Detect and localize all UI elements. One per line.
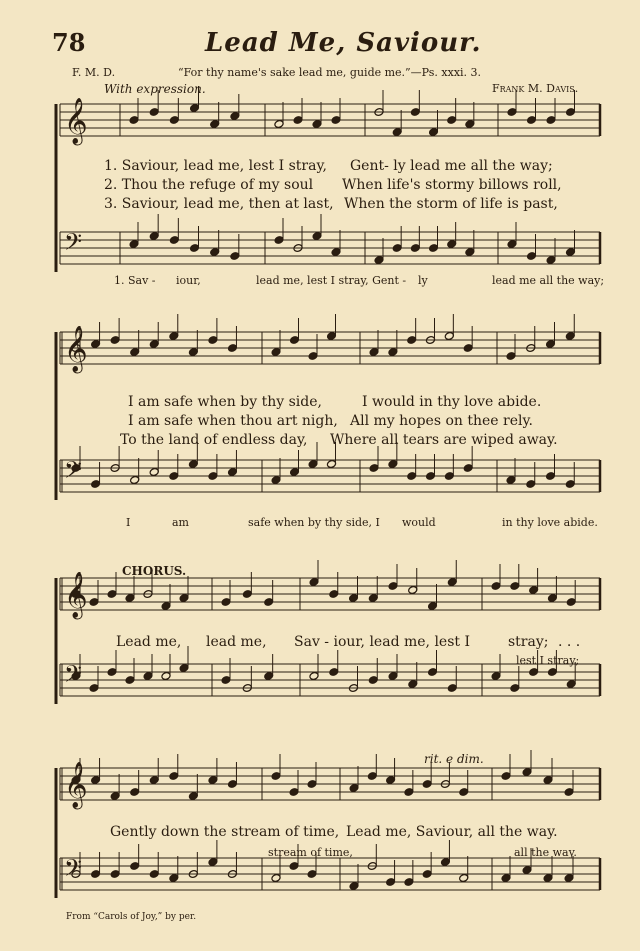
bass-lyric: lead me, lest I stray, Gent - xyxy=(256,274,407,287)
bass-lyric: ly xyxy=(418,274,428,287)
svg-text:𝄢: 𝄢 xyxy=(64,228,83,261)
verse-2-line-d: All my hopes on thee rely. xyxy=(350,413,533,429)
verse-2-line-c: I am safe when thou art nigh, xyxy=(128,413,338,429)
bass-lyric: in thy love abide. xyxy=(502,516,598,529)
chorus-lyric: Sav - iour, lead me, lest I xyxy=(294,634,470,650)
bass-lyric: safe when by thy side, I xyxy=(248,516,380,529)
verse-2-line-a: 2. Thou the refuge of my soul xyxy=(104,177,314,193)
verse-3-line-b: When the storm of life is past, xyxy=(344,196,558,212)
svg-text:𝄢: 𝄢 xyxy=(64,854,83,887)
svg-text:𝄞: 𝄞 xyxy=(64,762,88,808)
chorus-label: CHORUS. xyxy=(122,564,187,578)
svg-text:𝄞: 𝄞 xyxy=(64,326,88,372)
verse-3-line-d: Where all tears are wiped away. xyxy=(330,432,558,448)
chorus-lyric: . . . xyxy=(558,634,581,650)
bass-lyric: iour, xyxy=(176,274,201,287)
source-credit: From “Carols of Joy,” by per. xyxy=(66,912,197,922)
verse-1-line-d: I would in thy love abide. xyxy=(362,394,542,410)
chorus-lyric: Lead me, Saviour, all the way. xyxy=(346,824,558,840)
bass-lyric: am xyxy=(172,516,189,529)
lyricist-initials: F. M. D. xyxy=(72,66,116,79)
verse-1-line-b: Gent- ly lead me all the way; xyxy=(350,158,553,174)
verse-2-line-b: When life's stormy billows roll, xyxy=(342,177,562,193)
chorus-lyric: lead me, xyxy=(206,634,267,650)
bass-lyric: 1. Sav - xyxy=(114,274,156,287)
chorus-lyric: Gently down the stream of time, xyxy=(110,824,340,840)
bass-lyric: would xyxy=(402,516,436,529)
verse-1-line-c: I am safe when by thy side, xyxy=(128,394,322,410)
dynamic-marking: rit. e dim. xyxy=(424,752,484,766)
chorus-lyric: Lead me, xyxy=(116,634,182,650)
bass-lyric: stream of time, xyxy=(268,846,353,859)
page-number: 78 xyxy=(52,28,86,57)
chorus-lyric: stray; xyxy=(508,634,549,650)
svg-text:𝄞: 𝄞 xyxy=(64,98,88,144)
tempo-marking: With expression. xyxy=(104,82,206,96)
verse-1-line-a: 1. Saviour, lead me, lest I stray, xyxy=(104,158,327,174)
scripture-epigraph: “For thy name's sake lead me, guide me.”—Ps. xxxi. 3. xyxy=(178,66,482,79)
bass-lyric: lead me all the way; xyxy=(492,274,605,287)
composer-name: Frank M. Davis. xyxy=(492,82,579,95)
svg-text:𝄢: 𝄢 xyxy=(64,456,83,489)
svg-text:𝄢: 𝄢 xyxy=(64,660,83,693)
hymn-title: Lead Me, Saviour. xyxy=(205,28,482,58)
bass-lyric: lest I stray; xyxy=(516,654,580,667)
bass-lyric: all the way. xyxy=(514,846,577,859)
svg-text:𝄞: 𝄞 xyxy=(64,572,88,618)
verse-3-line-a: 3. Saviour, lead me, then at last, xyxy=(104,196,334,212)
bass-lyric: I xyxy=(126,516,131,529)
verse-3-line-c: To the land of endless day, xyxy=(120,432,308,448)
